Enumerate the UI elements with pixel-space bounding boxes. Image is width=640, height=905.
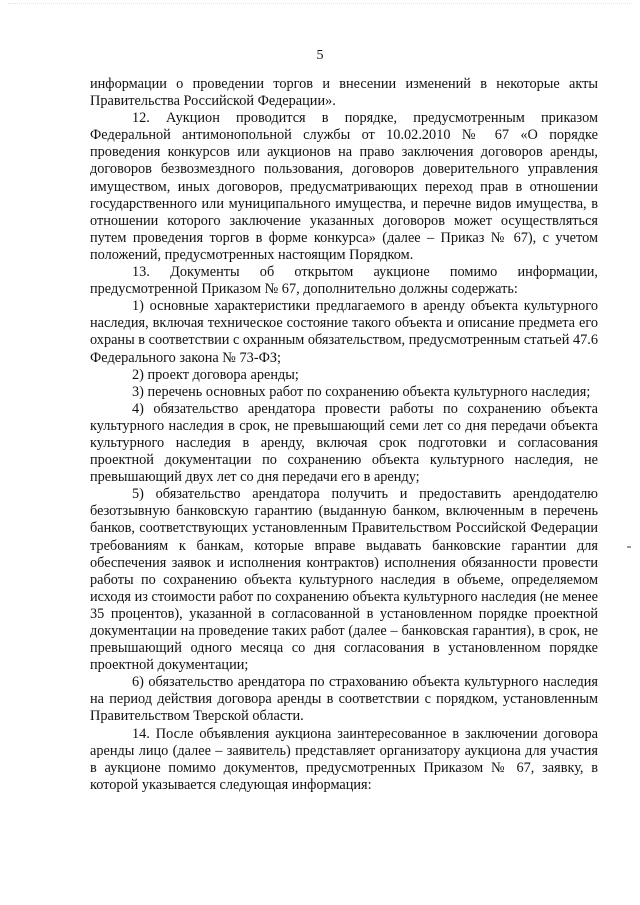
page-number: 5 — [316, 48, 324, 63]
scan-margin-mark — [627, 546, 631, 548]
list-item-4: 4) обязательство арендатора провести работы по сохранению объекта культурного наследия в срок, не превышающий семи лет со дня передачи объекта культурного наследия в аренду, включая срок подготовки и согласования проектной документации по сохранению объекта культурного наследия, не превышающий двух лет со дня передачи его в аренду; — [90, 400, 598, 486]
paragraph-item-13: 13. Документы об открытом аукционе помимо информации, предусмотренной Приказом № 67, дополнительно должны содержать: — [90, 264, 598, 298]
list-item-3: 3) перечень основных работ по сохранению объекта культурного наследия; — [132, 383, 591, 400]
list-item-2: 2) проект договора аренды; — [132, 366, 299, 383]
paragraph-continuation: информации о проведении торгов и внесении изменений в некоторые акты Правительства Российской Федерации». — [90, 76, 598, 110]
list-item-6: 6) обязательство арендатора по страхованию объекта культурного наследия на период действия договора аренды в соответствии с порядком, установленным Правительством Тверской области. — [90, 674, 598, 725]
paragraph-item-14: 14. После объявления аукциона заинтересованное в заключении договора аренды лицо (далее – заявитель) представляет организатору аукциона для участия в аукционе помимо документов, предусмотренных Приказом № 67, заявку, в которой указывается следующая информация: — [90, 725, 598, 793]
list-item-1: 1) основные характеристики предлагаемого в аренду объекта культурного наследия, включая техническое состояние такого объекта и описание предмета его охраны в соответствии с охранным обязательством, предусмотренным статьей 47.6 Федерального закона № 73-ФЗ; — [90, 298, 598, 366]
paragraph-item-12: 12. Аукцион проводится в порядке, предусмотренным приказом Федеральной антимонопольной службы от 10.02.2010 № 67 «О порядке проведения конкурсов или аукционов на право заключения договоров аренды, договоров безвозмездного пользования, договоров доверительного управления имуществом, иных договоров, предусматривающих переход прав в отношении государственного или муниципального имущества, и перечне видов имущества, в отношении которого заключение указанных договоров может осуществляться путем проведения торгов в форме конкурса» (далее – Приказ № 67), с учетом положений, предусмотренных настоящим Порядком. — [90, 110, 598, 263]
document-body — [90, 76, 598, 794]
list-item-5: 5) обязательство арендатора получить и предоставить арендодателю безотзывную банковскую гарантию (выданную банком, включенным в перечень банков, соответствующих установленным Правительством Российской Федерации требованиям к банкам, которые вправе выдавать банковские гарантии для обеспечения заявок и исполнения контрактов) исполнения обязанности провести работы по сохранению объекта культурного наследия в объеме, определяемом исходя из стоимости работ по сохранению объекта культурного наследия (не менее 35 процентов), указанной в согласованной в установленном порядке проектной документации на проведение таких работ (далее – банковская гарантия), в срок, не превышающий одного месяца со дня согласования в установленном порядке проектной документации; — [90, 486, 598, 674]
